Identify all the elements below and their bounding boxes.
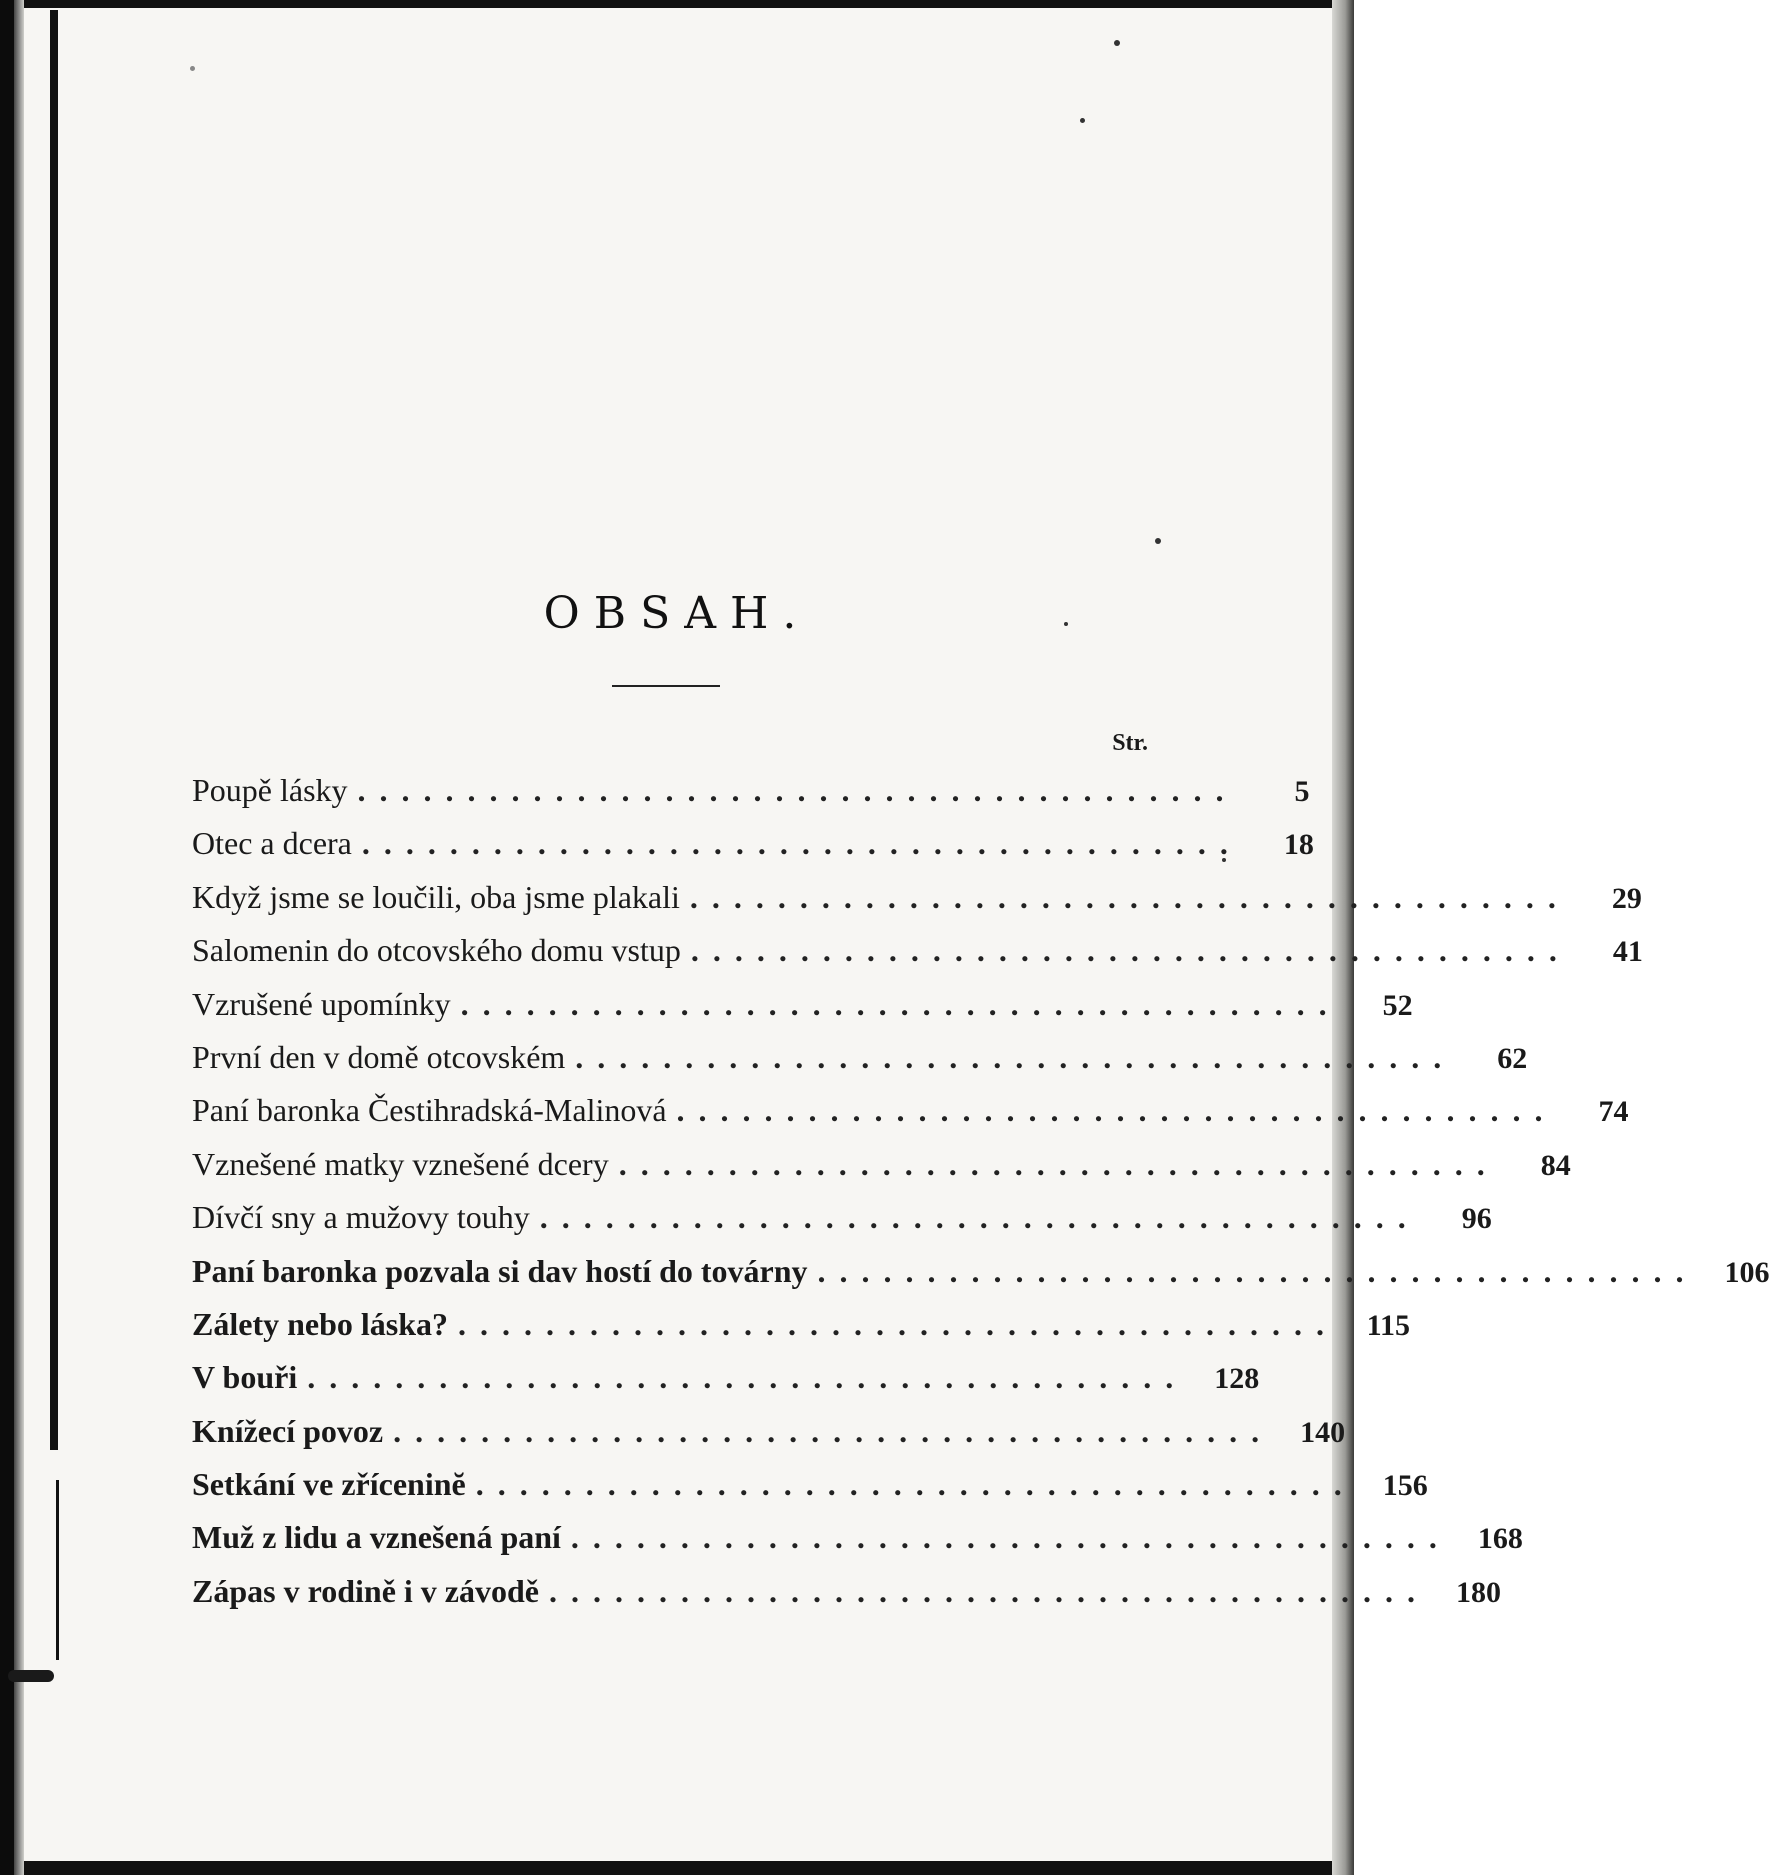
scan-top-edge: [0, 0, 1354, 8]
toc-entry-title: Vzrušené upomínky: [192, 985, 451, 1022]
toc-entry: [192, 1412, 1346, 1466]
scan-speck: [1114, 40, 1120, 46]
toc-entry-title: První den v domě otcovském: [192, 1038, 566, 1075]
toc-entry-page-number: 128: [1214, 1362, 1260, 1396]
dot-leader: ........................................: [357, 772, 1238, 808]
dot-leader: ........................................: [689, 878, 1570, 915]
toc-entry-title: Otec a dcera: [192, 825, 352, 862]
toc-entry-page-number: 5: [1294, 775, 1310, 808]
toc-entry: [192, 825, 1314, 878]
toc-entry: [192, 1572, 1501, 1626]
toc-entry: [192, 1466, 1428, 1519]
toc-entry-page-number: 96: [1461, 1202, 1492, 1236]
toc-entry: [192, 1359, 1260, 1412]
toc-entry-page-number: 106: [1724, 1255, 1770, 1289]
toc-entry-page-number: 18: [1283, 828, 1314, 862]
toc-entry-title: Vznešené matky vznešené dcery: [192, 1145, 609, 1182]
page-column-label: Str.: [1112, 730, 1148, 756]
toc-entry-title: Knížecí povoz: [192, 1412, 384, 1449]
toc-entry-page-number: 84: [1540, 1148, 1571, 1182]
toc-entry-page-number: 156: [1382, 1469, 1428, 1503]
dot-leader: ........................................: [575, 1038, 1456, 1075]
binding-line: [50, 10, 58, 1450]
toc-entry-title: V bouři: [192, 1359, 298, 1396]
toc-entry-page-number: 41: [1612, 935, 1643, 969]
toc-entry: [192, 1519, 1523, 1572]
toc-entry-title: Dívčí sny a mužovy touhy: [192, 1199, 530, 1236]
toc-entry-page-number: 115: [1366, 1308, 1411, 1342]
binding-line-lower: [56, 1480, 59, 1660]
toc-entry-page-number: 62: [1497, 1041, 1528, 1075]
dot-leader: ........................................: [393, 1412, 1274, 1449]
toc-entry-page-number: 29: [1611, 881, 1642, 915]
toc-entry: [192, 1038, 1528, 1092]
toc-entry: [192, 985, 1413, 1039]
dot-leader: ........................................: [549, 1572, 1429, 1609]
scan-bottom-edge: [0, 1861, 1354, 1875]
toc-entry: [192, 932, 1643, 985]
book-spine-shadow: [0, 0, 14, 1875]
book-spine-gradient: [14, 0, 24, 1875]
toc-entry: [192, 1145, 1571, 1199]
toc-entry-page-number: 140: [1300, 1415, 1346, 1449]
page-title: OBSAH.: [543, 588, 811, 639]
toc-entry: [192, 1252, 1770, 1306]
dot-leader: ........................................: [307, 1359, 1188, 1396]
binding-mark: [8, 1670, 54, 1682]
scan-speck: [190, 66, 195, 71]
toc-entry-title: Salomenin do otcovského domu vstup: [192, 932, 681, 969]
toc-entry-title: Poupě lásky: [192, 772, 348, 808]
table-of-contents: [192, 772, 1770, 1626]
title-divider: [612, 685, 720, 687]
dot-leader: ........................................: [460, 985, 1341, 1022]
toc-entry: [192, 1199, 1492, 1252]
toc-entry: [192, 1092, 1629, 1145]
toc-entry-title: Muž z lidu a vznešená paní: [192, 1519, 561, 1556]
dot-leader: ........................................: [361, 825, 1242, 862]
toc-entry-title: Zálety nebo láska?: [192, 1305, 449, 1342]
toc-entry-title: Paní baronka Čestihradská-Malinová: [192, 1092, 667, 1129]
toc-entry-title: Když jsme se loučili, oba jsme plakali: [192, 878, 680, 915]
dot-leader: ........................................: [618, 1145, 1499, 1182]
toc-entry-title: Setkání ve zříceninĕ: [192, 1466, 466, 1503]
scan-speck: [1080, 118, 1085, 123]
toc-entry-title: Paní baronka pozvala si dav hostí do továrny: [192, 1252, 808, 1289]
dot-leader: ........................................: [817, 1252, 1698, 1289]
dot-leader: ........................................: [570, 1519, 1451, 1556]
toc-entry-page-number: 52: [1382, 988, 1413, 1022]
toc-entry: [192, 772, 1310, 825]
toc-entry: [192, 1305, 1411, 1359]
scan-speck: [1155, 538, 1161, 544]
dot-leader: ........................................: [690, 932, 1571, 969]
dot-leader: ........................................: [458, 1305, 1339, 1342]
toc-entry-page-number: 168: [1477, 1522, 1523, 1556]
toc-entry-page-number: 74: [1598, 1095, 1629, 1129]
dot-leader: ........................................: [676, 1092, 1557, 1129]
toc-entry-page-number: 180: [1456, 1575, 1501, 1609]
dot-leader: ........................................: [475, 1466, 1356, 1503]
dot-leader: ........................................: [539, 1199, 1420, 1236]
toc-entry: [192, 878, 1642, 932]
toc-entry-title: Zápas v rodině i v závodě: [192, 1572, 539, 1609]
